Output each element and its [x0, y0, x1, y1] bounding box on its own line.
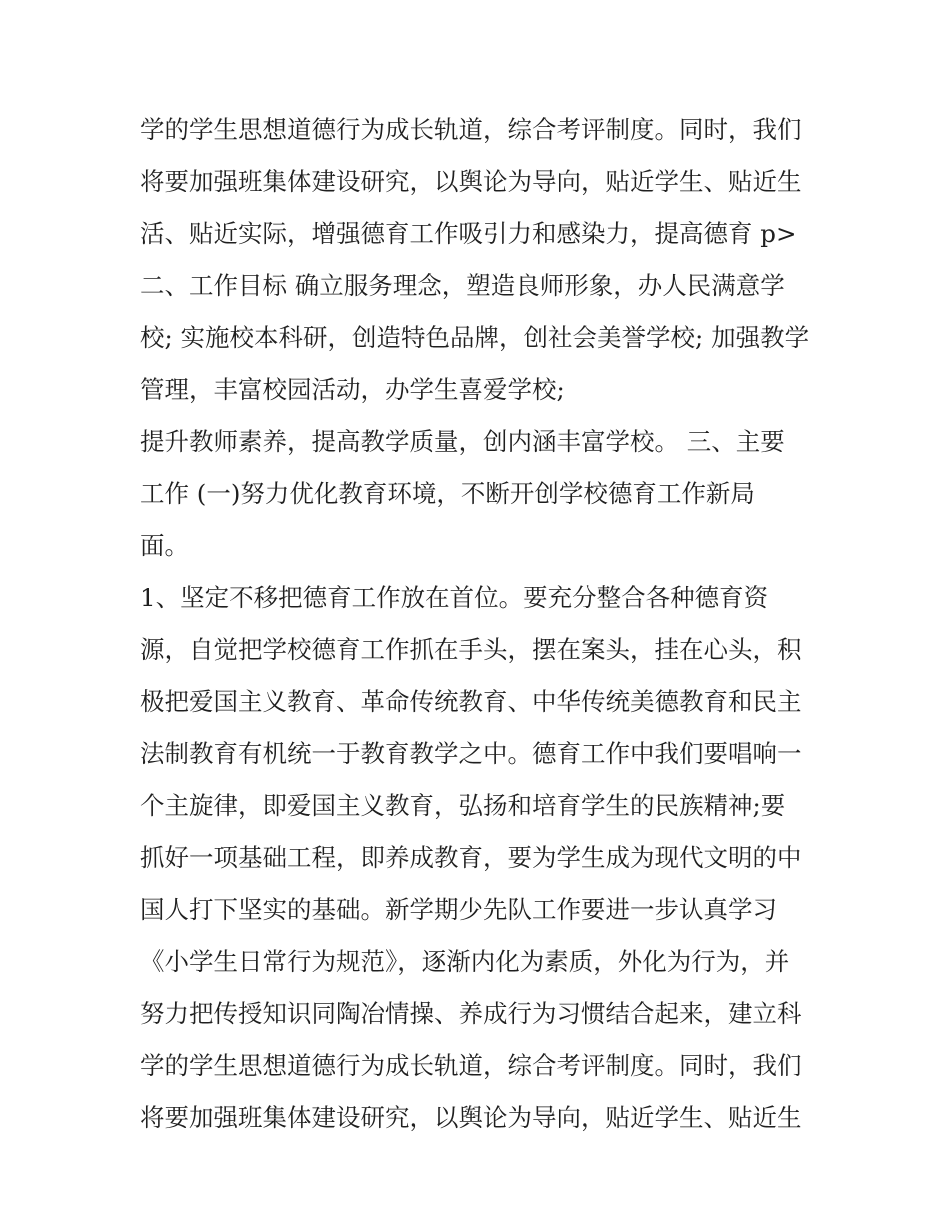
- text-line: 管理，丰富校园活动，办学生喜爱学校;: [140, 375, 565, 404]
- text-line: 极把爱国主义教育、革命传统教育、中华传统美德教育和民主: [140, 687, 802, 716]
- text-line: 将要加强班集体建设研究，以舆论为导向，贴近学生、贴近生: [140, 167, 802, 196]
- text-line: 抓好一项基础工程，即养成教育，要为学生成为现代文明的中: [140, 843, 802, 872]
- text-line: 《小学生日常行为规范》，逐渐内化为素质，外化为行为，并: [140, 947, 790, 976]
- text-line: 法制教育有机统一于教育教学之中。德育工作中我们要唱响一: [140, 739, 802, 768]
- text-line: 学的学生思想道德行为成长轨道，综合考评制度。同时，我们: [140, 1051, 802, 1080]
- text-line: 努力把传授知识同陶冶情操、养成行为习惯结合起来，建立科: [140, 999, 802, 1028]
- text-line: 校; 实施校本科研，创造特色品牌，创社会美誉学校; 加强教学: [140, 323, 810, 352]
- text-line: 将要加强班集体建设研究，以舆论为导向，贴近学生、贴近生: [140, 1103, 802, 1132]
- text-line: 个主旋律，即爱国主义教育，弘扬和培育学生的民族精神;要: [140, 791, 786, 820]
- text-line: 二、工作目标 确立服务理念，塑造良师形象，办人民满意学: [140, 271, 785, 300]
- text-line: 面。: [140, 531, 189, 560]
- text-line: 提升教师素养，提高教学质量，创内涵丰富学校。 三、主要: [140, 427, 785, 456]
- text-line: 国人打下坚实的基础。新学期少先队工作要进一步认真学习: [140, 895, 777, 924]
- text-line: 活、贴近实际，增强德育工作吸引力和感染力，提高德育 p>: [140, 219, 797, 248]
- text-line: 学的学生思想道德行为成长轨道，综合考评制度。同时，我们: [140, 115, 802, 144]
- text-line: 源，自觉把学校德育工作抓在手头，摆在案头，挂在心头，积: [140, 635, 802, 664]
- body-text: [140, 108, 840, 1148]
- text-line: 1、坚定不移把德育工作放在首位。要充分整合各种德育资: [140, 583, 769, 612]
- text-line: 工作 (一)努力优化教育环境，不断开创学校德育工作新局: [140, 479, 755, 508]
